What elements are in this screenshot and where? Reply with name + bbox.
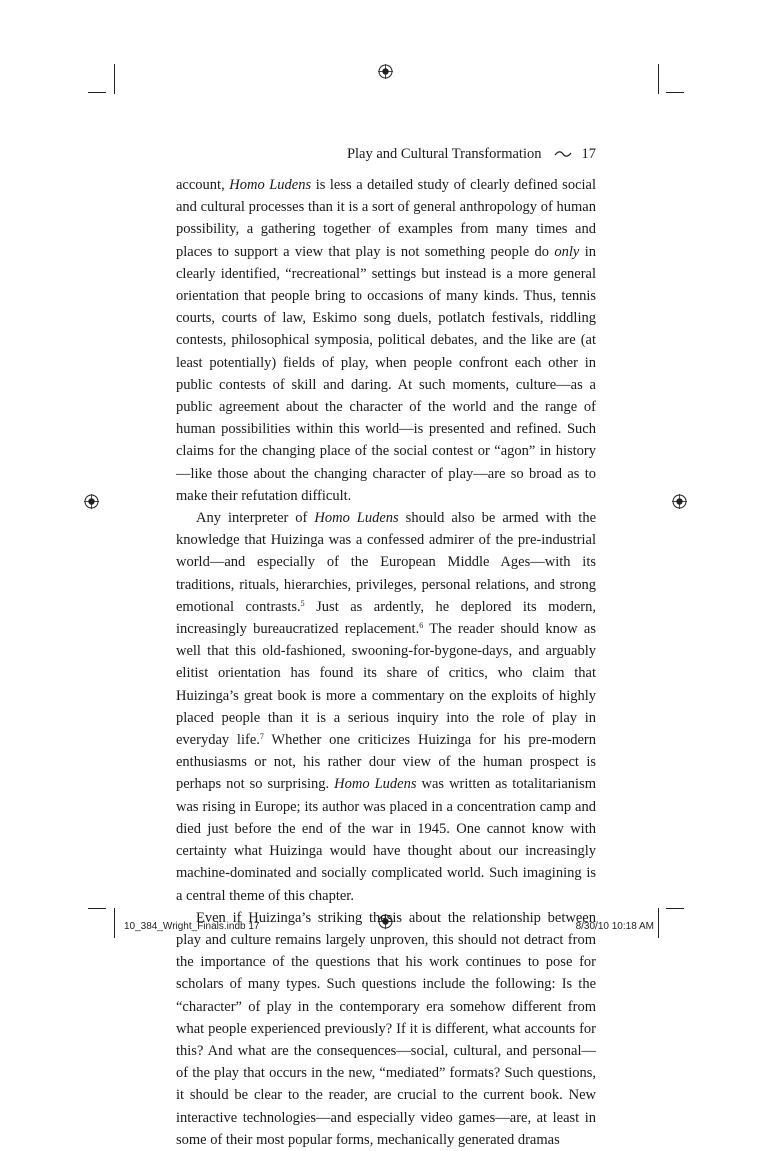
paragraph (176, 507, 596, 907)
text-run: in clearly identified, “recreational” settings but instead is a more general orientation that people bring to occasions of many kinds. Thus, tennis courts, courts of law, Eskimo song duels, potlatch festivals, riddling contests, philosophical symposia, political debates, and the like are (at least potentially) fields of play, when people confront each other in public contests of skill and daring. At such moments, culture—as a public agreement about the character of the world and the range of human possibilities within this world—is presented and refined. Such claims for the changing place of the social contest or “agon” in history—like those about the changing character of play—are so broad as to make their refutation difficult. (176, 243, 596, 504)
text-run: Even if Huizinga’s striking thesis about the relationship between play and culture remains largely unproven, this should not detract from the importance of the questions that his work continues to pose for scholars of many types. Such questions include the following: Is the “character” of play in the contemporary era somehow different from what people experienced previously? If it is different, what accounts for this? And what are the consequences—social, cultural, and personal—of the play that occurs in the new, “mediated” formats? Such questions, it should be clear to the reader, are crucial to the current book. New interactive technologies—and especially video games—are, at least in some of their most popular forms, mechanically generated dramas (176, 909, 596, 1148)
text-run: Just as ardently, he deplored its modern, increasingly bureaucratized replacement. (176, 598, 596, 638)
italic-text: Homo Ludens (314, 510, 399, 527)
registration-mark-left-icon (84, 494, 99, 509)
text-run: should also be armed with the knowledge that Huizinga was a confessed admirer of the pre-industrial world—and especially of the European Middle Ages—with its traditions, rituals, hierarchies, privileges, personal relations, and strong emotional contrasts. (176, 510, 597, 615)
swash-ornament-icon (554, 146, 572, 163)
text-run: account, (176, 177, 230, 193)
slug-date-time: 8/30/10 10:18 AM (575, 921, 654, 932)
crop-mark-top-right (658, 64, 659, 94)
text-run: The reader should know as well that this old-fashioned, swooning-for-bygone-days, and arguably elitist orientation has found its share of critics, who claim that Huizinga’s great book is more a commentary on the exploits of highly placed people than it is a serious inquiry into the role of play in everyday life. (176, 621, 596, 749)
italic-text: Homo Ludens (334, 776, 417, 793)
body-text (176, 174, 596, 1151)
registration-mark-right-icon (672, 494, 687, 509)
registration-mark-top-icon (378, 64, 393, 79)
running-head (176, 146, 596, 163)
footnote-ref: 6 (419, 621, 424, 631)
italic-text: Homo Ludens (229, 177, 312, 193)
slug-file-name: 10_384_Wright_Finals.indb 17 (124, 921, 260, 932)
italic-text: only (554, 243, 580, 260)
crop-mark-bottom-right (658, 908, 659, 938)
crop-mark-top-right-h (666, 92, 684, 93)
crop-mark-bottom-left-h (88, 908, 106, 909)
crop-mark-top-left-h (88, 92, 106, 93)
crop-mark-bottom-left (114, 908, 115, 938)
paragraph (176, 907, 596, 1151)
crop-mark-top-left (114, 64, 115, 94)
text-run: Whether one criticizes Huizinga for his pre-modern enthusiasms or not, his rather dour view of the human prospect is perhaps not so surprising. (176, 732, 596, 793)
footnote-ref: 5 (300, 598, 305, 608)
footnote-ref: 7 (259, 732, 264, 742)
text-run: is less a detailed study of clearly defined social and cultural processes than it is a sort of general anthropology of human possibility, a gathering together of examples from many times and places to support a view that play is not something people do (176, 177, 597, 260)
text-run: was written as totalitarianism was rising in Europe; its author was placed in a concentration camp and died just before the end of the war in 1945. One cannot know with certainty what Huizinga would have thought about our increasingly machine-dominated and socially complicated world. Such imagining is a central theme of this chapter. (176, 776, 596, 904)
text-run: Any interpreter of (196, 510, 315, 527)
page-number: 17 (581, 146, 596, 162)
crop-mark-bottom-right-h (666, 908, 684, 909)
paragraph (176, 174, 596, 507)
running-head-title: Play and Cultural Transformation (346, 146, 542, 162)
